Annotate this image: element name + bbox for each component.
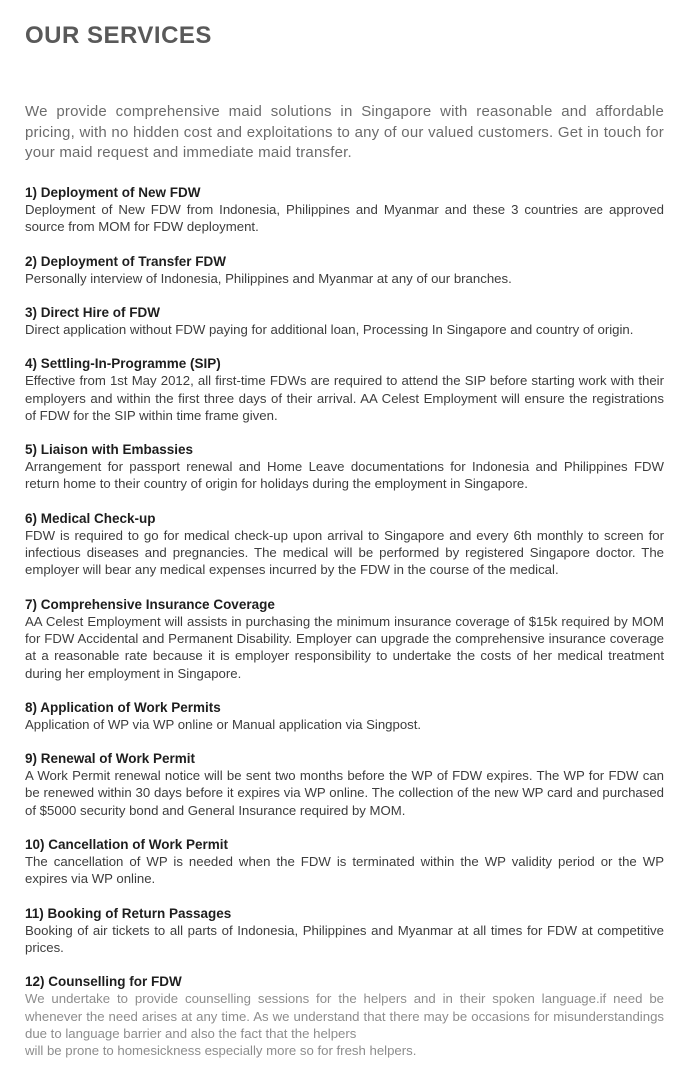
intro-paragraph: We provide comprehensive maid solutions in Singapore with reasonable and affordable pricing, with no hidden cost and exploitations to any of our valued customers. Get in touch for your maid request and immediate maid transfer. (25, 103, 664, 162)
service-heading: 12) Counselling for FDW (25, 974, 182, 990)
service-body: Personally interview of Indonesia, Philippines and Myanmar at any of our branches. (25, 270, 512, 286)
service-body-line-1: We undertake to provide counselling sessions for the helpers and in their spoken language.if need be whenever the need arises at any time. As we understand that there may be occasions for misunderstandings due to language barrier and also the fact that the helpers (25, 991, 664, 1041)
service-item-10 (25, 836, 664, 888)
service-body: AA Celest Employment will assists in purchasing the minimum insurance coverage of $15k required by MOM for FDW Accidental and Permanent Disability. Employer can upgrade the comprehensive insurance coverage at a reasonable rate because it is employer responsibility to undertake the costs of her medical treatment during her employment in Singapore. (25, 613, 664, 681)
service-item-2 (25, 253, 664, 287)
service-heading: 6) Medical Check-up (25, 510, 156, 526)
service-item-8 (25, 699, 664, 733)
service-body: Effective from 1st May 2012, all first-time FDWs are required to attend the SIP before starting work with their employers and within the first three days of their arrival. AA Celest Employment will ensure the registrations of FDW for the SIP within time frame given. (25, 373, 664, 423)
service-body: The cancellation of WP is needed when the FDW is terminated within the WP validity period or the WP expires via WP online. (25, 854, 664, 887)
service-heading: 3) Direct Hire of FDW (25, 305, 161, 320)
service-item-7 (25, 596, 664, 682)
service-body (25, 990, 664, 1059)
service-item-3 (25, 304, 664, 338)
service-item-1 (25, 184, 664, 236)
service-heading: 8) Application of Work Permits (25, 699, 221, 715)
service-heading: 11) Booking of Return Passages (25, 905, 232, 921)
service-body: Arrangement for passport renewal and Home Leave documentations for Indonesia and Philippines FDW return home to their country of origin for holidays during the employment in Singapore. (25, 459, 664, 492)
service-body: FDW is required to go for medical check-up upon arrival to Singapore and every 6th monthly to screen for infectious diseases and pregnancies. The medical will be performed by registered Singapore doctor. The employer will bear any medical expenses incurred by the FDW in the course of the medical. (25, 527, 664, 578)
service-body: Deployment of New FDW from Indonesia, Philippines and Myanmar and these 3 countries are approved source from MOM for FDW deployment. (25, 202, 664, 235)
service-body-line-2: will be prone to homesickness especially more so for fresh helpers. (25, 1043, 417, 1059)
service-heading: 4) Settling-In-Programme (SIP) (25, 356, 221, 372)
services-list (25, 184, 664, 1059)
service-heading: 2) Deployment of Transfer FDW (25, 253, 227, 269)
service-heading: 10) Cancellation of Work Permit (25, 837, 229, 853)
service-heading: 9) Renewal of Work Permit (25, 751, 196, 767)
service-body: Direct application without FDW paying for additional loan, Processing In Singapore and country of origin. (25, 322, 634, 337)
service-heading: 7) Comprehensive Insurance Coverage (25, 596, 275, 612)
service-item-11 (25, 905, 664, 957)
service-body: Booking of air tickets to all parts of Indonesia, Philippines and Myanmar at all times for FDW at competitive prices. (25, 922, 664, 955)
service-item-9 (25, 750, 664, 819)
service-body: A Work Permit renewal notice will be sent two months before the WP of FDW expires. The WP for FDW can be renewed within 30 days before it expires via WP online. The collection of the new WP card and purchased of $5000 security bond and General Insurance required by MOM. (25, 768, 664, 818)
service-item-5 (25, 441, 664, 493)
service-item-12 (25, 973, 664, 1059)
service-heading: 5) Liaison with Embassies (25, 442, 194, 458)
service-body: Application of WP via WP online or Manual application via Singpost. (25, 716, 422, 732)
service-item-4 (25, 355, 664, 424)
service-item-6 (25, 510, 664, 579)
service-heading: 1) Deployment of New FDW (25, 185, 201, 201)
page-title: OUR SERVICES (25, 22, 212, 49)
